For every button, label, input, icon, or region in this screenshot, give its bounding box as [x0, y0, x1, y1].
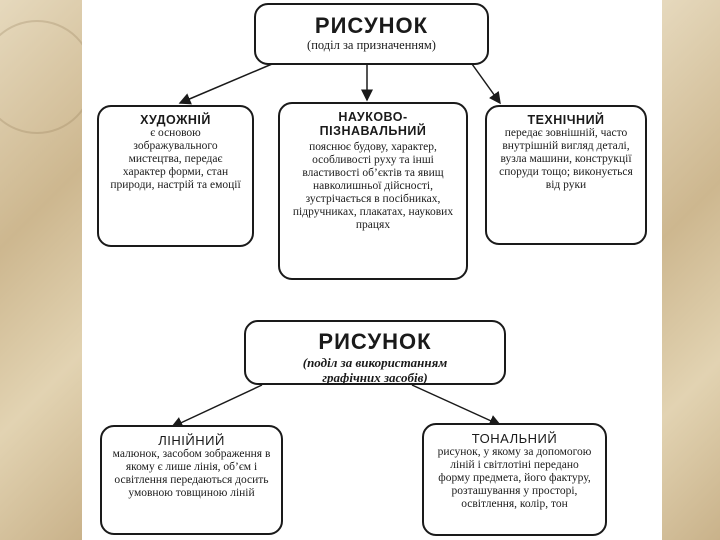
category-box-artistic [97, 105, 254, 247]
category-box-technical [485, 105, 647, 245]
category-text-technical: передає зовнішній, часто внутрішній вигляд деталі, вузла машини, конструкції споруди тощо; виконується від руки [499, 127, 633, 191]
background-right-panel [662, 0, 720, 540]
arrow-to-artistic [180, 64, 272, 103]
top-title: РИСУНОК [314, 13, 429, 38]
top-subtitle: (поділ за призначенням) [307, 38, 436, 52]
scanned-sheet [82, 0, 662, 540]
category-box-scientific [278, 102, 468, 280]
category-title-linear: ЛІНІЙНИЙ [158, 433, 225, 448]
arrow-to-tonal [412, 385, 500, 425]
category-title-tonal: ТОНАЛЬНИЙ [471, 431, 558, 446]
category-text-linear: малюнок, засобом зображення в якому є лише лінія, об’єм і освітлення передаються досить умовною товщиною ліній [112, 448, 271, 499]
category-text-artistic: є основою зображувального мистецтва, передає характер форми, стан природи, настрій та емоції [110, 127, 241, 191]
arrow-to-linear [172, 385, 262, 427]
arrow-to-technical [472, 64, 500, 103]
bottom-subtitle: (поділ за використанням графічних засобів) [302, 355, 448, 385]
category-title-artistic: ХУДОЖНІЙ [140, 113, 211, 127]
top-title-box [254, 3, 489, 65]
category-title-scientific: НАУКОВО-ПІЗНАВАЛЬНИЙ [319, 110, 427, 138]
bottom-title-box [244, 320, 506, 385]
category-box-tonal [422, 423, 607, 536]
category-box-linear [100, 425, 283, 535]
category-text-tonal: рисунок, у якому за допомогою ліній і світлотіні передано форму предмета, його фактуру, розташування у просторі, освітлення, колір, тон [437, 446, 592, 510]
bottom-title: РИСУНОК [318, 329, 432, 354]
category-text-scientific: пояснює будову, характер, особливості руху та інші властивості об’єктів та явищ навколишньої дійсності, зустрічається в посібниках, підручниках, плакатах, наукових працях [292, 141, 454, 231]
category-title-technical: ТЕХНІЧНИЙ [527, 113, 605, 127]
